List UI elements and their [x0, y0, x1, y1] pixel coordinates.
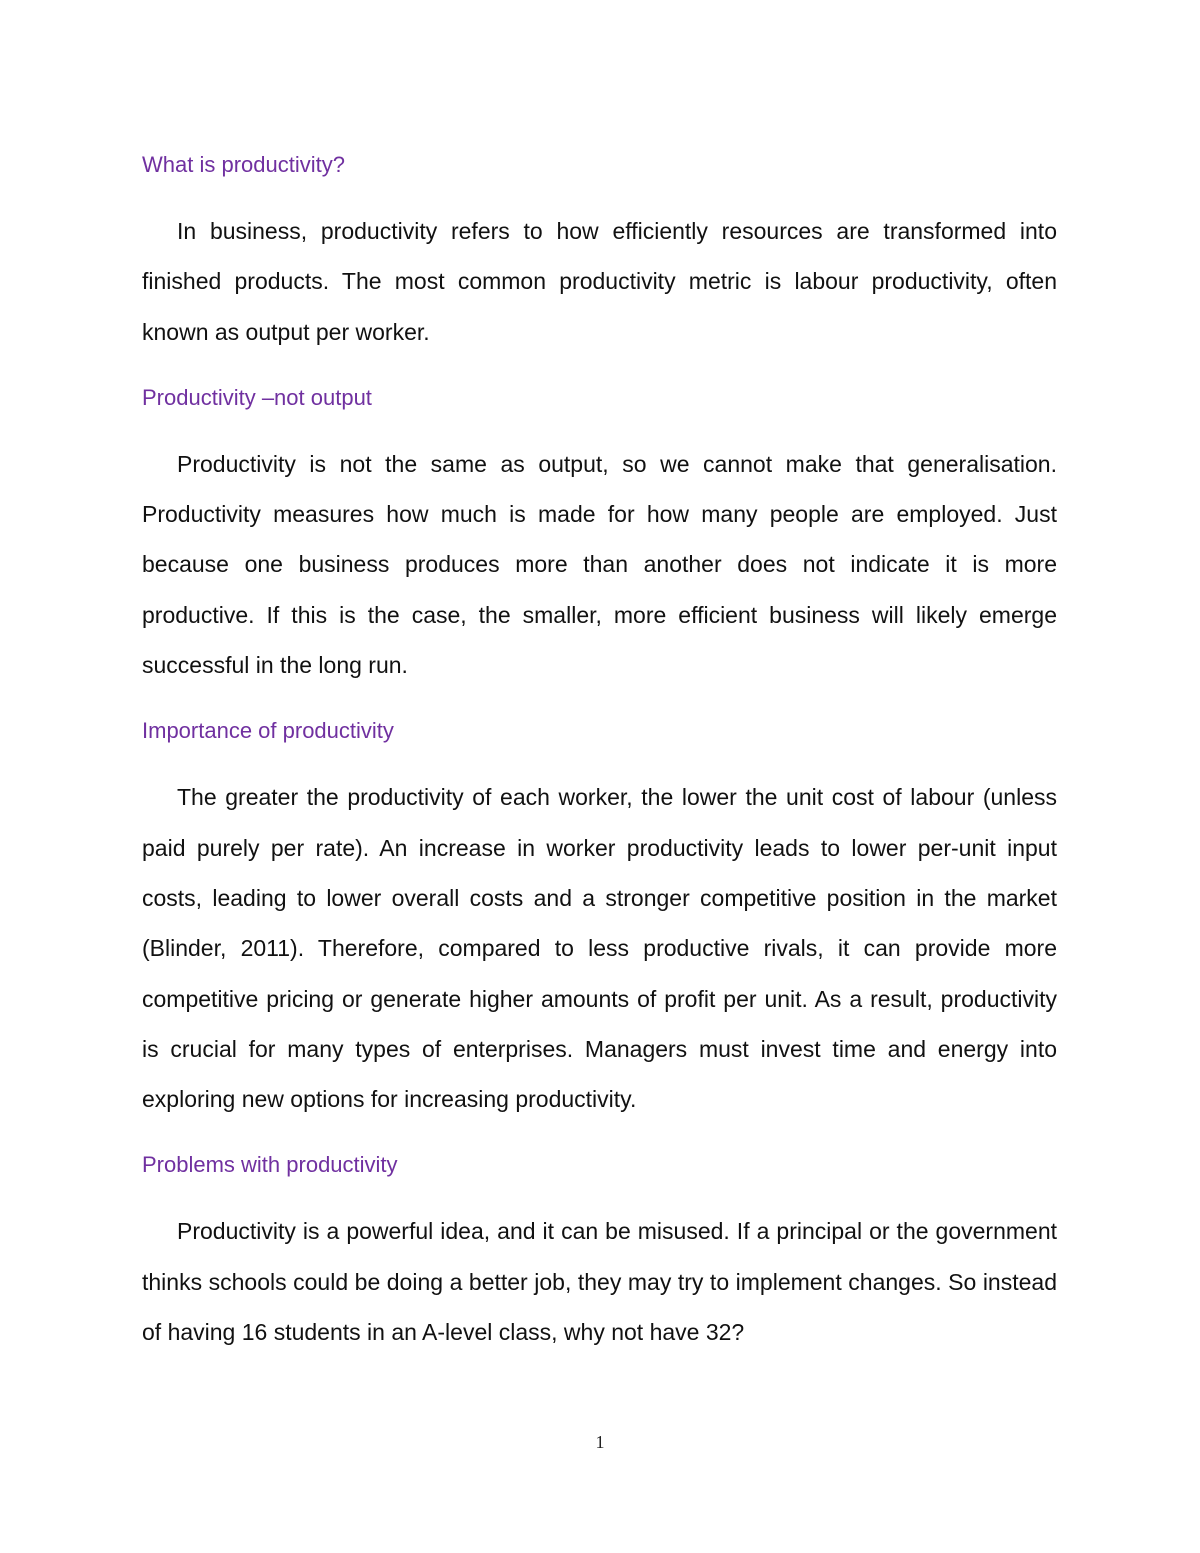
document-body [142, 140, 1057, 1373]
section-paragraph-importance-of-productivity: The greater the productivity of each worker, the lower the unit cost of labour (unless paid purely per rate). An increase in worker productivity leads to lower per-unit input costs, leading to lower overall costs and a stronger competitive position in the market (Blinder, 2011). Therefore, compared to less productive rivals, it can provide more competitive pricing or generate higher amounts of profit per unit. As a result, productivity is crucial for many types of enterprises. Managers must invest time and energy into exploring new options for increasing productivity. [142, 784, 1057, 1113]
section-paragraph-problems-with-productivity: Productivity is a powerful idea, and it can be misused. If a principal or the government thinks schools could be doing a better job, they may try to implement changes. So instead of having 16 students in an A-level class, why not have 32? [142, 1218, 1057, 1346]
section-heading-importance-of-productivity: Importance of productivity [142, 718, 394, 744]
section-paragraph-what-is-productivity: In business, productivity refers to how efficiently resources are transformed into finished products. The most common productivity metric is labour productivity, often known as output per worker. [142, 218, 1057, 345]
section-paragraph-productivity-not-output: Productivity is not the same as output, so we cannot make that generalisation. Productivity measures how much is made for how many people are employed. Just because one business produces more than another does not indicate it is more productive. If this is the case, the smaller, more efficient business will likely emerge successful in the long run. [142, 450, 1057, 679]
section-heading-productivity-not-output: Productivity –not output [142, 384, 372, 410]
section-heading-problems-with-productivity: Problems with productivity [142, 1152, 398, 1178]
page-number: 1 [595, 1432, 605, 1452]
section-heading-what-is-productivity: What is productivity? [142, 152, 345, 177]
